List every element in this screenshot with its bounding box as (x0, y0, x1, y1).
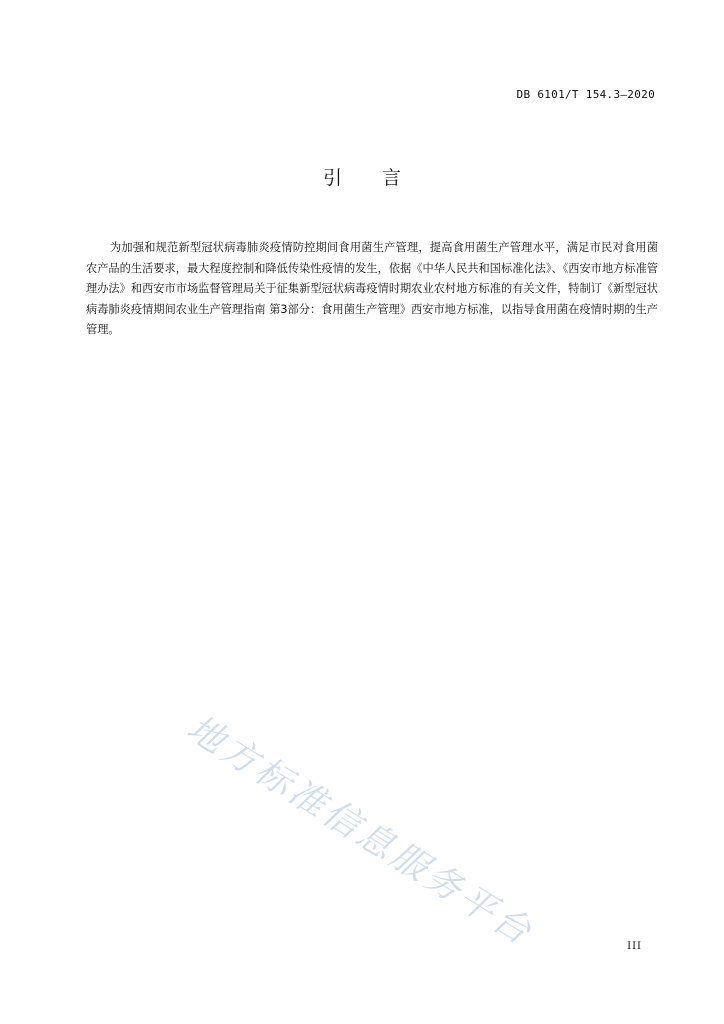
watermark: 地方标准信息服务平台 (179, 707, 541, 955)
intro-paragraph: 为加强和规范新型冠状病毒肺炎疫情防控期间食用菌生产管理，提高食用菌生产管理水平，满足市民对食用菌农产品的生活要求，最大程度控制和降低传染性疫情的发生，依据《中华人民共和国标准化法》、《西安市地方标准管理办法》和西安市市场监督管理局关于征集新型冠状病毒疫情时期农业农村地方标准的有关文件，特制订《新型冠状病毒肺炎疫情期间农业生产管理指南 第3部分：食用菌生产管理》西安市地方标准，以指导食用菌在疫情时期的生产管理。 (86, 241, 658, 337)
page-number: III (627, 941, 642, 952)
section-title: 引言 (322, 167, 441, 189)
document-code: DB 6101/T 154.3—2020 (516, 88, 655, 101)
